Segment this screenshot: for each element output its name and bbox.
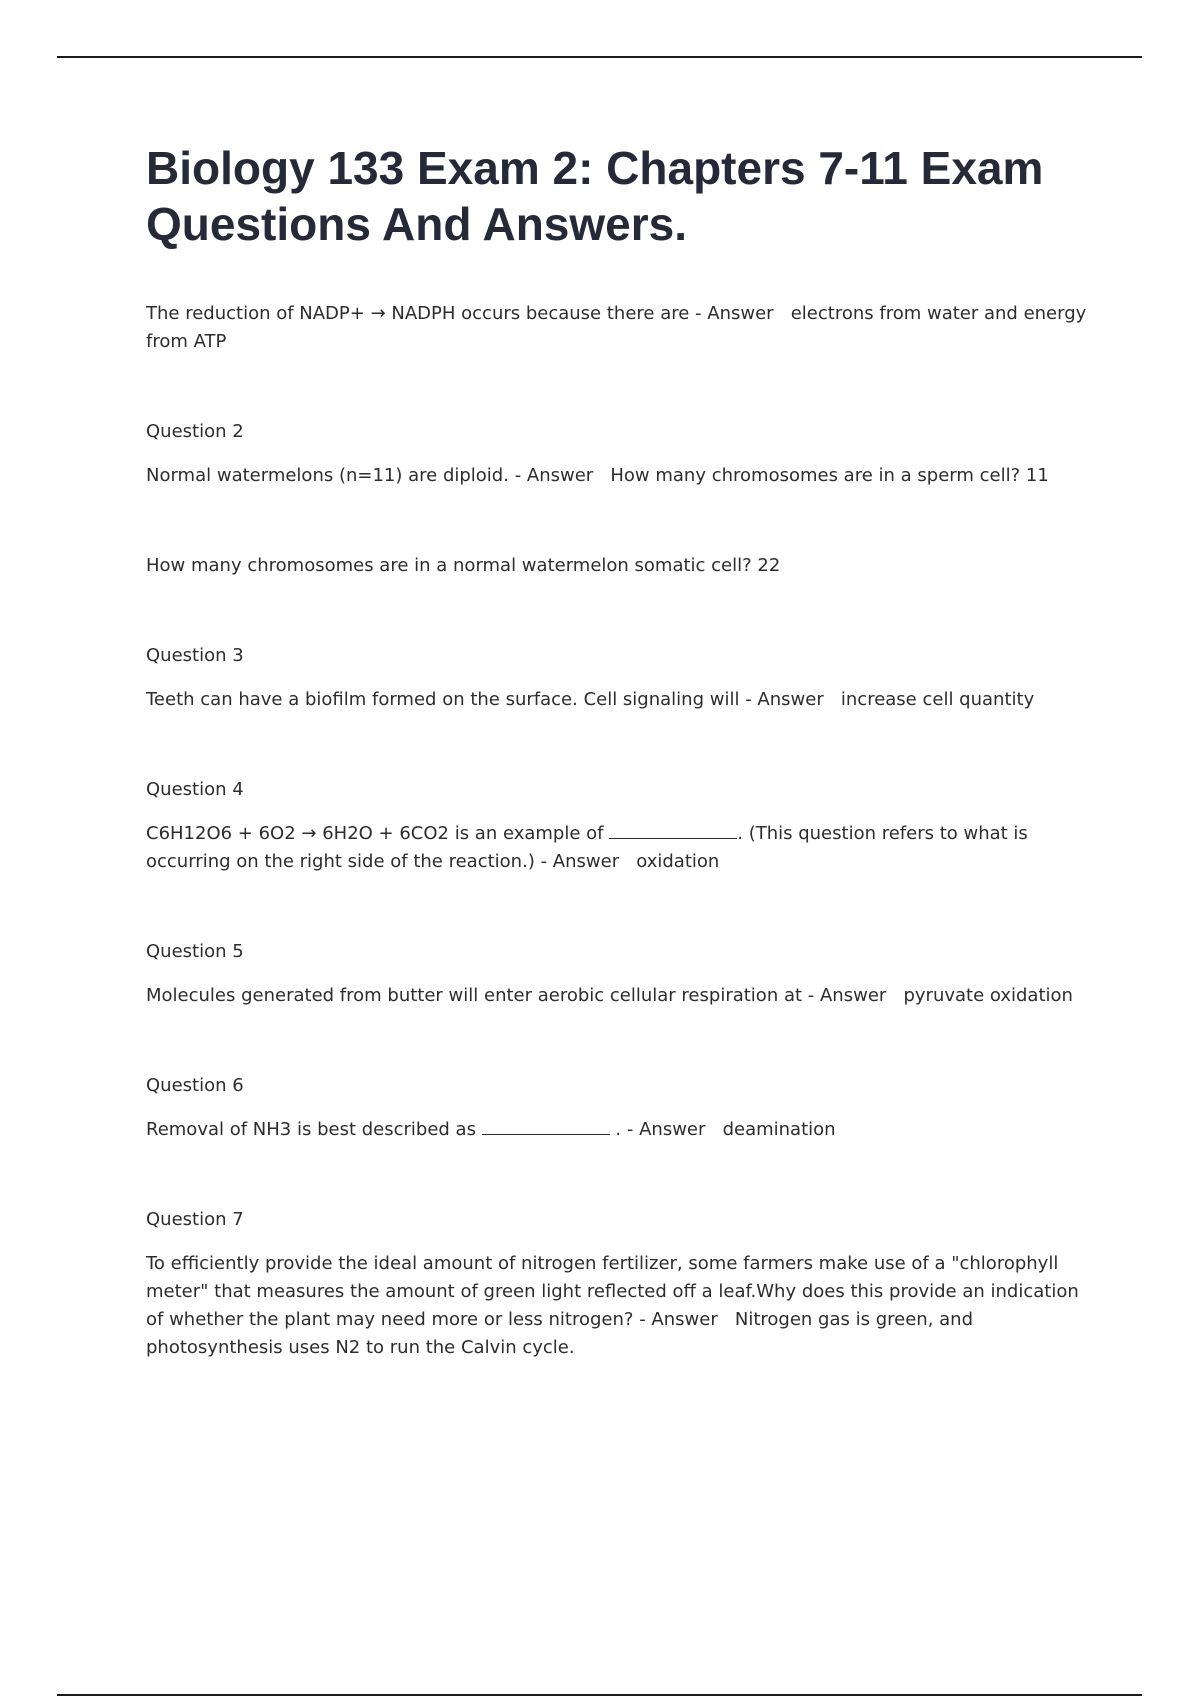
question-heading: Question 4: [146, 779, 244, 800]
qa-text: [146, 1116, 1096, 1144]
answer-marker: - Answer: [745, 689, 824, 710]
question-heading: Question 5: [146, 941, 244, 962]
question-heading: Question 3: [146, 645, 244, 666]
answer-text: oxidation: [636, 851, 720, 872]
answer-marker: - Answer: [540, 851, 620, 872]
bottom-rule: [57, 1694, 1142, 1696]
question-text: C6H12O6 + 6O2 → 6H2O + 6CO2 is an example of: [146, 823, 604, 844]
qa-item-5: [146, 938, 1096, 1010]
question-heading: Question 6: [146, 1075, 244, 1096]
fill-in-blank: [609, 820, 737, 839]
question-heading: Question 7: [146, 1209, 244, 1230]
answer-marker: - Answer: [695, 303, 774, 324]
answer-marker: - Answer: [626, 1119, 706, 1140]
question-text: The reduction of NADP+ → NADPH occurs because there are: [146, 303, 690, 324]
answer-text: electrons from water and energy from ATP: [146, 303, 1087, 352]
answer-continuation: How many chromosomes are in a normal watermelon somatic cell? 22: [146, 555, 781, 576]
question-text-cont: .: [609, 1119, 622, 1140]
answer-text: deamination: [722, 1119, 836, 1140]
qa-item-2: [146, 418, 1096, 580]
qa-text: [146, 982, 1096, 1010]
qa-text: [146, 462, 1096, 490]
qa-item-6: [146, 1072, 1096, 1144]
question-text-cont: . (This question refers to what is occurring on the right side of the reaction.): [146, 823, 1028, 872]
qa-text: [146, 686, 1096, 714]
top-rule: [57, 56, 1142, 58]
qa-item-1: [146, 300, 1096, 356]
qa-text: [146, 300, 1096, 356]
question-heading: Question 2: [146, 421, 244, 442]
question-text: Teeth can have a biofilm formed on the surface. Cell signaling will: [146, 689, 740, 710]
question-text: Normal watermelons (n=11) are diploid.: [146, 465, 509, 486]
fill-in-blank: [482, 1116, 610, 1135]
answer-text: How many chromosomes are in a sperm cell? 11: [610, 465, 1049, 486]
question-text: Removal of NH3 is best described as: [146, 1119, 476, 1140]
question-text: Molecules generated from butter will enter aerobic cellular respiration at: [146, 985, 803, 1006]
qa-text: [146, 820, 1096, 876]
answer-marker: - Answer: [639, 1309, 718, 1330]
qa-item-7: [146, 1206, 1096, 1362]
answer-text: Nitrogen gas is green, and photosynthesis uses N2 to run the Calvin cycle.: [146, 1309, 974, 1358]
document-body: [146, 140, 1096, 1424]
answer-marker: - Answer: [807, 985, 887, 1006]
qa-text: [146, 1250, 1096, 1362]
page-title: Biology 133 Exam 2: Chapters 7-11 Exam Questions And Answers.: [146, 142, 1044, 250]
answer-text: pyruvate oxidation: [903, 985, 1073, 1006]
answer-marker: - Answer: [514, 465, 594, 486]
qa-item-4: [146, 776, 1096, 876]
answer-text: increase cell quantity: [840, 689, 1035, 710]
question-text: To efficiently provide the ideal amount of nitrogen fertilizer, some farmers make use of a "chlorophyll meter" that measures the amount of green light reflected off a leaf.Why does this provide an indication of whether the plant may need more or less nitrogen?: [146, 1253, 1079, 1330]
qa-item-3: [146, 642, 1096, 714]
